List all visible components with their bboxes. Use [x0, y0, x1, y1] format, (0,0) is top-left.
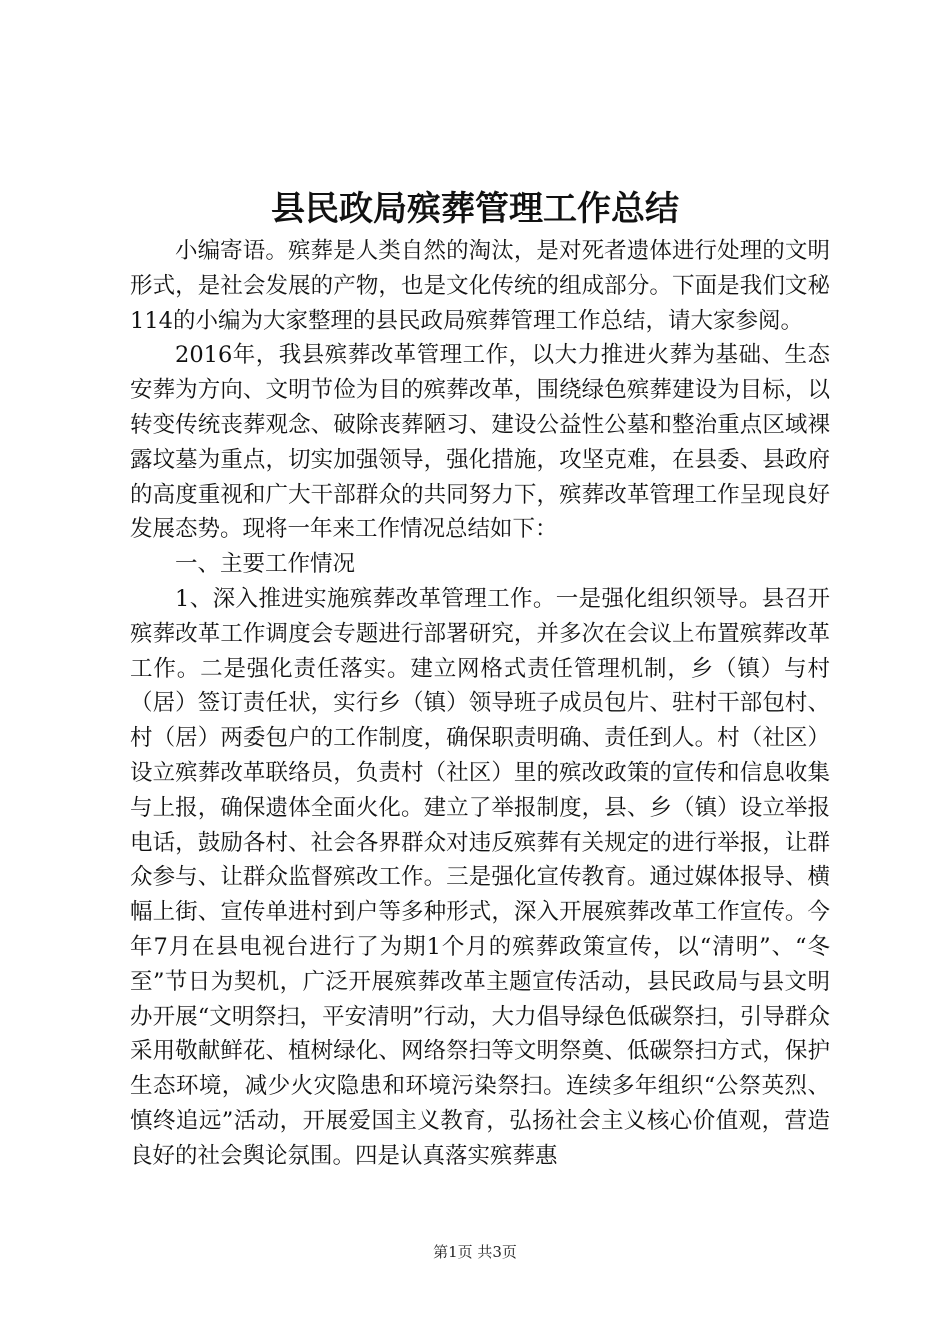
intro-paragraph: 小编寄语。殡葬是人类自然的淘汰，是对死者遗体进行处理的文明形式，是社会发展的产物，也是文化传统的组成部分。下面是我们文秘114的小编为大家整理的县民政局殡葬管理工作总结，请大家参阅。	[130, 238, 830, 334]
section-heading: 一、主要工作情况	[175, 551, 356, 578]
document-body	[130, 234, 830, 1174]
summary-paragraph: 2016年，我县殡葬改革管理工作，以大力推进火葬为基础、生态安葬为方向、文明节俭为目的殡葬改革，围绕绿色殡葬建设为目标，以转变传统丧葬观念、破除丧葬陋习、建设公益性公墓和整治重点区域裸露坟墓为重点，切实加强领导，强化措施，攻坚克难，在县委、县政府的高度重视和广大干部群众的共同努力下，殡葬改革管理工作呈现良好发展态势。现将一年来工作情况总结如下：	[130, 342, 830, 543]
section-paragraph: 1、深入推进实施殡葬改革管理工作。一是强化组织领导。县召开殡葬改革工作调度会专题进行部署研究，并多次在会议上布置殡葬改革工作。二是强化责任落实。建立网格式责任管理机制，乡（镇）与村（居）签订责任状，实行乡（镇）领导班子成员包片、驻村干部包村、村（居）两委包户的工作制度，确保职责明确、责任到人。村（社区）设立殡葬改革联络员，负责村（社区）里的殡改政策的宣传和信息收集与上报，确保遗体全面火化。建立了举报制度，县、乡（镇）设立举报电话，鼓励各村、社会各界群众对违反殡葬有关规定的进行举报，让群众参与、让群众监督殡改工作。三是强化宣传教育。通过媒体报导、横幅上街、宣传单进村到户等多种形式，深入开展殡葬改革工作宣传。今年7月在县电视台进行了为期1个月的殡葬政策宣传，以“清明”、“冬至”节日为契机，广泛开展殡葬改革主题宣传活动，县民政局与县文明办开展“文明祭扫，平安清明”行动，大力倡导绿色低碳祭扫，引导群众采用敬献鲜花、植树绿化、网络祭扫等文明祭奠、低碳祭扫方式，保护生态环境，减少火灾隐患和环境污染祭扫。连续多年组织“公祭英烈、慎终追远”活动，开展爱国主义教育，弘扬社会主义核心价值观，营造良好的社会舆论氛围。四是认真落实殡葬惠	[130, 585, 830, 1169]
document-title: 县民政局殡葬管理工作总结	[271, 189, 679, 229]
page-number-footer: 第1页 共3页	[433, 1243, 517, 1261]
